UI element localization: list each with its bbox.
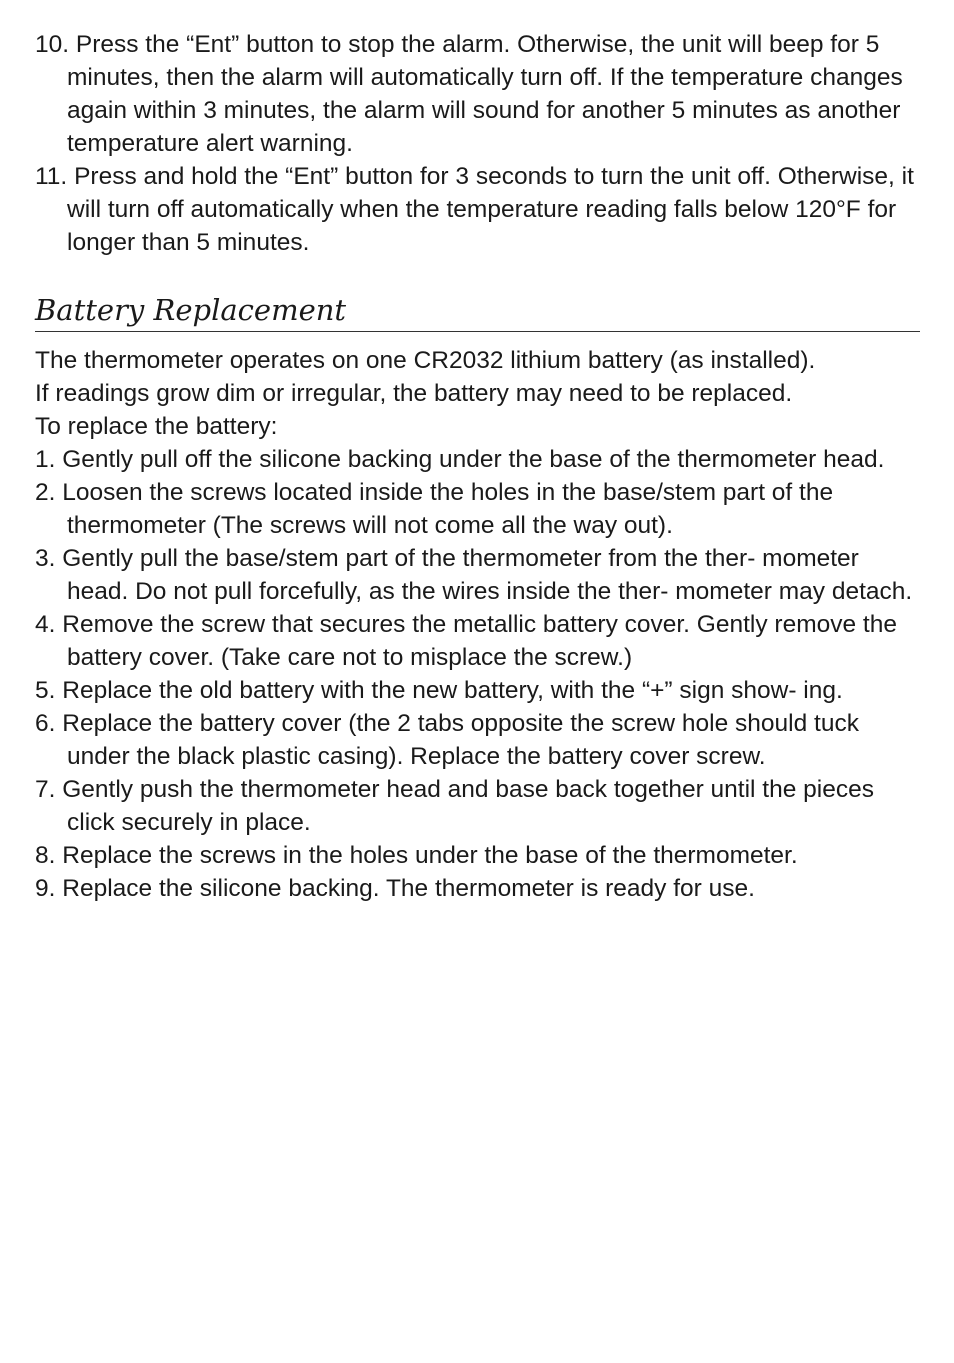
list-item <box>35 674 920 707</box>
step-text: Loosen the screws located inside the holes in the base/stem part of the thermometer (The screws will not come all the way out). <box>62 479 834 539</box>
step-text: Gently pull the base/stem part of the thermometer from the ther- mometer head. Do not pull forcefully, as the wires inside the ther- mometer may detach. <box>62 545 913 605</box>
intro-line: The thermometer operates on one CR2032 lithium battery (as installed). <box>35 347 816 374</box>
list-item <box>35 872 920 905</box>
step-number: 1. <box>35 446 56 473</box>
step-number: 10. <box>35 31 70 58</box>
list-item <box>35 160 920 259</box>
step-text: Press and hold the “Ent” button for 3 seconds to turn the unit off. Otherwise, it will turn off automatically when the temperature reading falls below 120°F for longer than 5 minutes. <box>67 163 914 256</box>
manual-page <box>35 28 920 905</box>
step-text: Press the “Ent” button to stop the alarm. Otherwise, the unit will beep for 5 minutes, then the alarm will automatically turn off. If the temperature changes again within 3 minutes, the alarm will sound for another 5 minutes as another temperature alert warning. <box>67 31 903 157</box>
list-item <box>35 542 920 608</box>
step-number: 6. <box>35 710 56 737</box>
alarm-steps-list <box>35 28 920 259</box>
section-heading: Battery Replacement <box>35 292 920 332</box>
step-text: Replace the screws in the holes under the base of the thermometer. <box>62 842 798 869</box>
list-item <box>35 707 920 773</box>
step-text: Replace the battery cover (the 2 tabs opposite the screw hole should tuck under the black plastic casing). Replace the battery cover screw. <box>62 710 859 770</box>
intro-line: To replace the battery: <box>35 413 278 440</box>
step-number: 9. <box>35 875 56 902</box>
intro-line: If readings grow dim or irregular, the battery may need to be replaced. <box>35 380 793 407</box>
list-item <box>35 773 920 839</box>
step-number: 8. <box>35 842 56 869</box>
step-text: Gently pull off the silicone backing under the base of the thermometer head. <box>62 446 885 473</box>
battery-steps-list <box>35 443 920 905</box>
list-item <box>35 476 920 542</box>
step-text: Replace the silicone backing. The thermometer is ready for use. <box>62 875 755 902</box>
step-number: 2. <box>35 479 56 506</box>
list-item <box>35 28 920 160</box>
step-text: Gently push the thermometer head and base back together until the pieces click securely in place. <box>62 776 874 836</box>
step-number: 7. <box>35 776 56 803</box>
list-item <box>35 443 920 476</box>
step-number: 11. <box>35 163 68 190</box>
step-number: 3. <box>35 545 56 572</box>
step-number: 4. <box>35 611 56 638</box>
step-text: Remove the screw that secures the metallic battery cover. Gently remove the battery cover. (Take care not to misplace the screw.) <box>62 611 897 671</box>
step-number: 5. <box>35 677 56 704</box>
list-item <box>35 839 920 872</box>
step-text: Replace the old battery with the new battery, with the “+” sign show- ing. <box>62 677 843 704</box>
list-item <box>35 608 920 674</box>
section-intro <box>35 344 920 443</box>
